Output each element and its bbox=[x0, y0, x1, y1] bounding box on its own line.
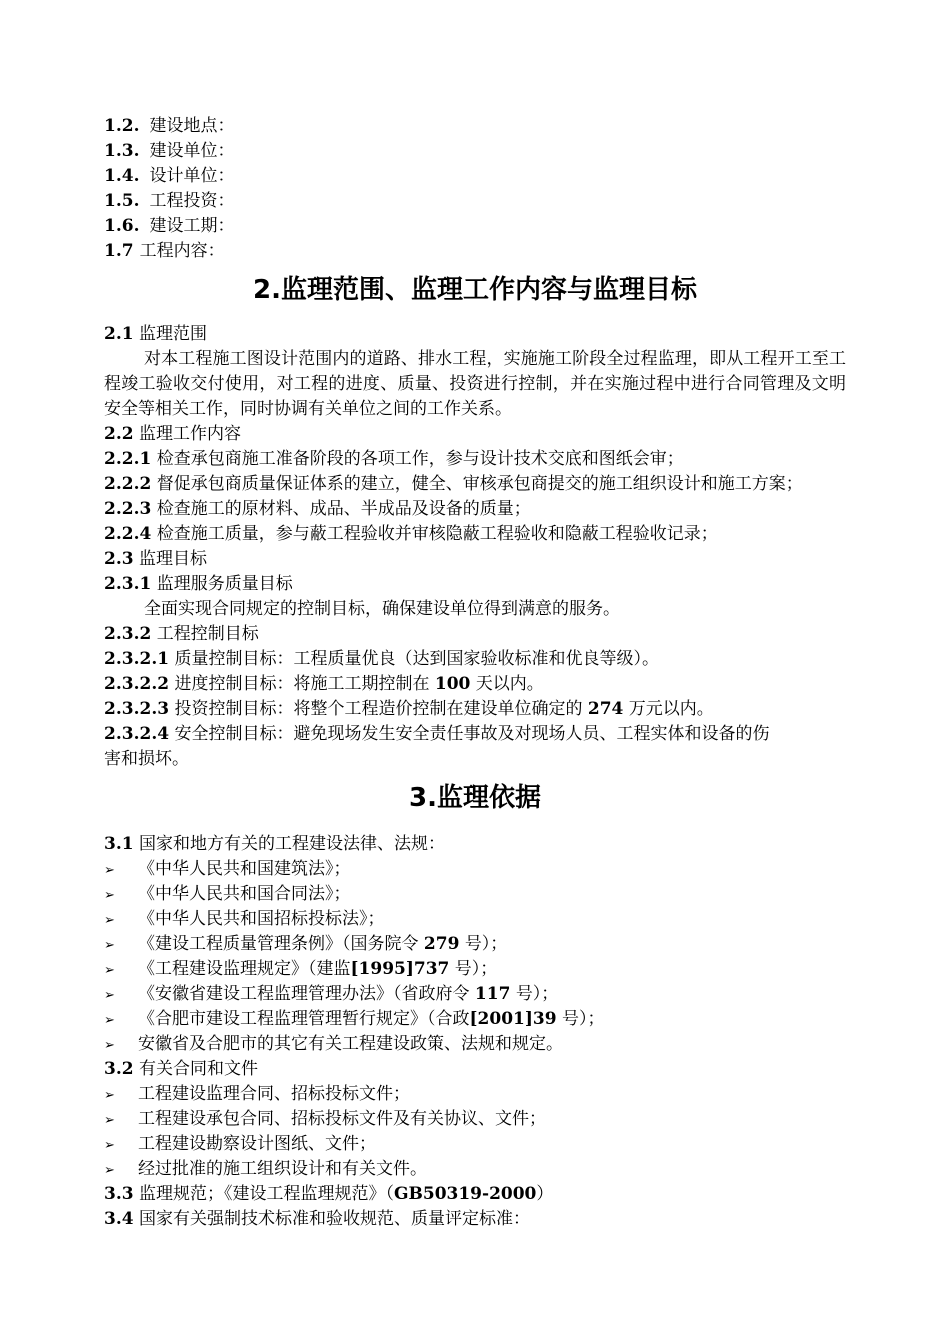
law-item: ➢ 《建设工程质量管理条例》（国务院令 279 号）； bbox=[104, 932, 846, 957]
bullet-arrow-icon: ➢ bbox=[104, 988, 115, 1003]
section-2-3-2-heading: 2.3.2 工程控制目标 bbox=[104, 624, 259, 644]
section-2-3-2-4-cont: 害和损坏。 bbox=[104, 749, 189, 769]
section-2-3-1-heading: 2.3.1 监理服务质量目标 bbox=[104, 574, 293, 594]
document-page bbox=[104, 114, 846, 1232]
info-line-location: 1.2. 建设地点： bbox=[104, 116, 235, 136]
section-2-2-2: 2.2.2 督促承包商质量保证体系的建立，健全、审核承包商提交的施工组织设计和施工方案； bbox=[104, 474, 803, 494]
bullet-arrow-icon: ➢ bbox=[104, 963, 115, 978]
contract-item: ➢ 工程建设承包合同、招标投标文件及有关协议、文件； bbox=[104, 1107, 846, 1132]
bullet-arrow-icon: ➢ bbox=[104, 1138, 115, 1153]
section-2-3-heading: 2.3 监理目标 bbox=[104, 549, 207, 569]
bullet-arrow-icon: ➢ bbox=[104, 1013, 115, 1028]
contract-item: ➢ 工程建设监理合同、招标投标文件； bbox=[104, 1082, 846, 1107]
law-item: ➢ 《工程建设监理规定》（建监[1995]737 号）； bbox=[104, 957, 846, 982]
section-2-3-1-text: 全面实现合同规定的控制目标，确保建设单位得到满意的服务。 bbox=[144, 599, 620, 619]
law-item: ➢ 《中华人民共和国合同法》； bbox=[104, 882, 846, 907]
bullet-arrow-icon: ➢ bbox=[104, 888, 115, 903]
section-2-3-2-3: 2.3.2.3 投资控制目标：将整个工程造价控制在建设单位确定的 274 万元以内。 bbox=[104, 699, 714, 719]
bullet-arrow-icon: ➢ bbox=[104, 1038, 115, 1053]
section-2-heading: 2.监理范围、监理工作内容与监理目标 bbox=[253, 275, 697, 305]
law-item: ➢ 《中华人民共和国招标投标法》； bbox=[104, 907, 846, 932]
section-2-1-heading: 2.1 监理范围 bbox=[104, 324, 207, 344]
info-line-designer: 1.4. 设计单位： bbox=[104, 166, 235, 186]
section-3-heading: 3.监理依据 bbox=[409, 783, 541, 813]
bullet-arrow-icon: ➢ bbox=[104, 938, 115, 953]
section-2-2-1: 2.2.1 检查承包商施工准备阶段的各项工作，参与设计技术交底和图纸会审； bbox=[104, 449, 684, 469]
section-3-3-line: 3.3 监理规范；《建设工程监理规范》（GB50319-2000） bbox=[104, 1184, 554, 1204]
section-3-4-line: 3.4 国家有关强制技术标准和验收规范、质量评定标准： bbox=[104, 1209, 530, 1229]
law-item: ➢ 《安徽省建设工程监理管理办法》（省政府令 117 号）； bbox=[104, 982, 846, 1007]
section-2-2-heading: 2.2 监理工作内容 bbox=[104, 424, 241, 444]
section-2-3-2-2: 2.3.2.2 进度控制目标：将施工工期控制在 100 天以内。 bbox=[104, 674, 544, 694]
bullet-arrow-icon: ➢ bbox=[104, 1163, 115, 1178]
law-item: ➢ 《合肥市建设工程监理管理暂行规定》（合政[2001]39 号）； bbox=[104, 1007, 846, 1032]
section-3-1-heading: 3.1 国家和地方有关的工程建设法律、法规： bbox=[104, 834, 445, 854]
section-3-2-heading: 3.2 有关合同和文件 bbox=[104, 1059, 258, 1079]
info-line-duration: 1.6. 建设工期： bbox=[104, 216, 235, 236]
bullet-arrow-icon: ➢ bbox=[104, 1088, 115, 1103]
section-2-2-3: 2.2.3 检查施工的原材料、成品、半成品及设备的质量； bbox=[104, 499, 531, 519]
law-item: ➢ 《中华人民共和国建筑法》； bbox=[104, 857, 846, 882]
law-item: ➢ 安徽省及合肥市的其它有关工程建设政策、法规和规定。 bbox=[104, 1032, 846, 1057]
bullet-arrow-icon: ➢ bbox=[104, 863, 115, 878]
contract-item: ➢ 工程建设勘察设计图纸、文件； bbox=[104, 1132, 846, 1157]
contract-item: ➢ 经过批准的施工组织设计和有关文件。 bbox=[104, 1157, 846, 1182]
section-2-1-paragraph: 对本工程施工图设计范围内的道路、排水工程，实施施工阶段全过程监理，即从工程开工至工程竣工验收交付使用，对工程的进度、质量、投资进行控制，并在实施过程中进行合同管理及文明安全等相关工作，同时协调有关单位之间的工作关系。 bbox=[104, 349, 846, 419]
section-2-3-2-1: 2.3.2.1 质量控制目标：工程质量优良（达到国家验收标准和优良等级）。 bbox=[104, 649, 659, 669]
info-line-content: 1.7 工程内容： bbox=[104, 241, 225, 261]
bullet-arrow-icon: ➢ bbox=[104, 913, 115, 928]
bullet-arrow-icon: ➢ bbox=[104, 1113, 115, 1128]
info-line-owner: 1.3. 建设单位： bbox=[104, 141, 235, 161]
section-2-3-2-4: 2.3.2.4 安全控制目标：避免现场发生安全责任事故及对现场人员、工程实体和设备的伤 bbox=[104, 724, 770, 744]
section-2-2-4: 2.2.4 检查施工质量，参与蔽工程验收并审核隐蔽工程验收和隐蔽工程验收记录； bbox=[104, 524, 718, 544]
info-line-investment: 1.5. 工程投资： bbox=[104, 191, 235, 211]
